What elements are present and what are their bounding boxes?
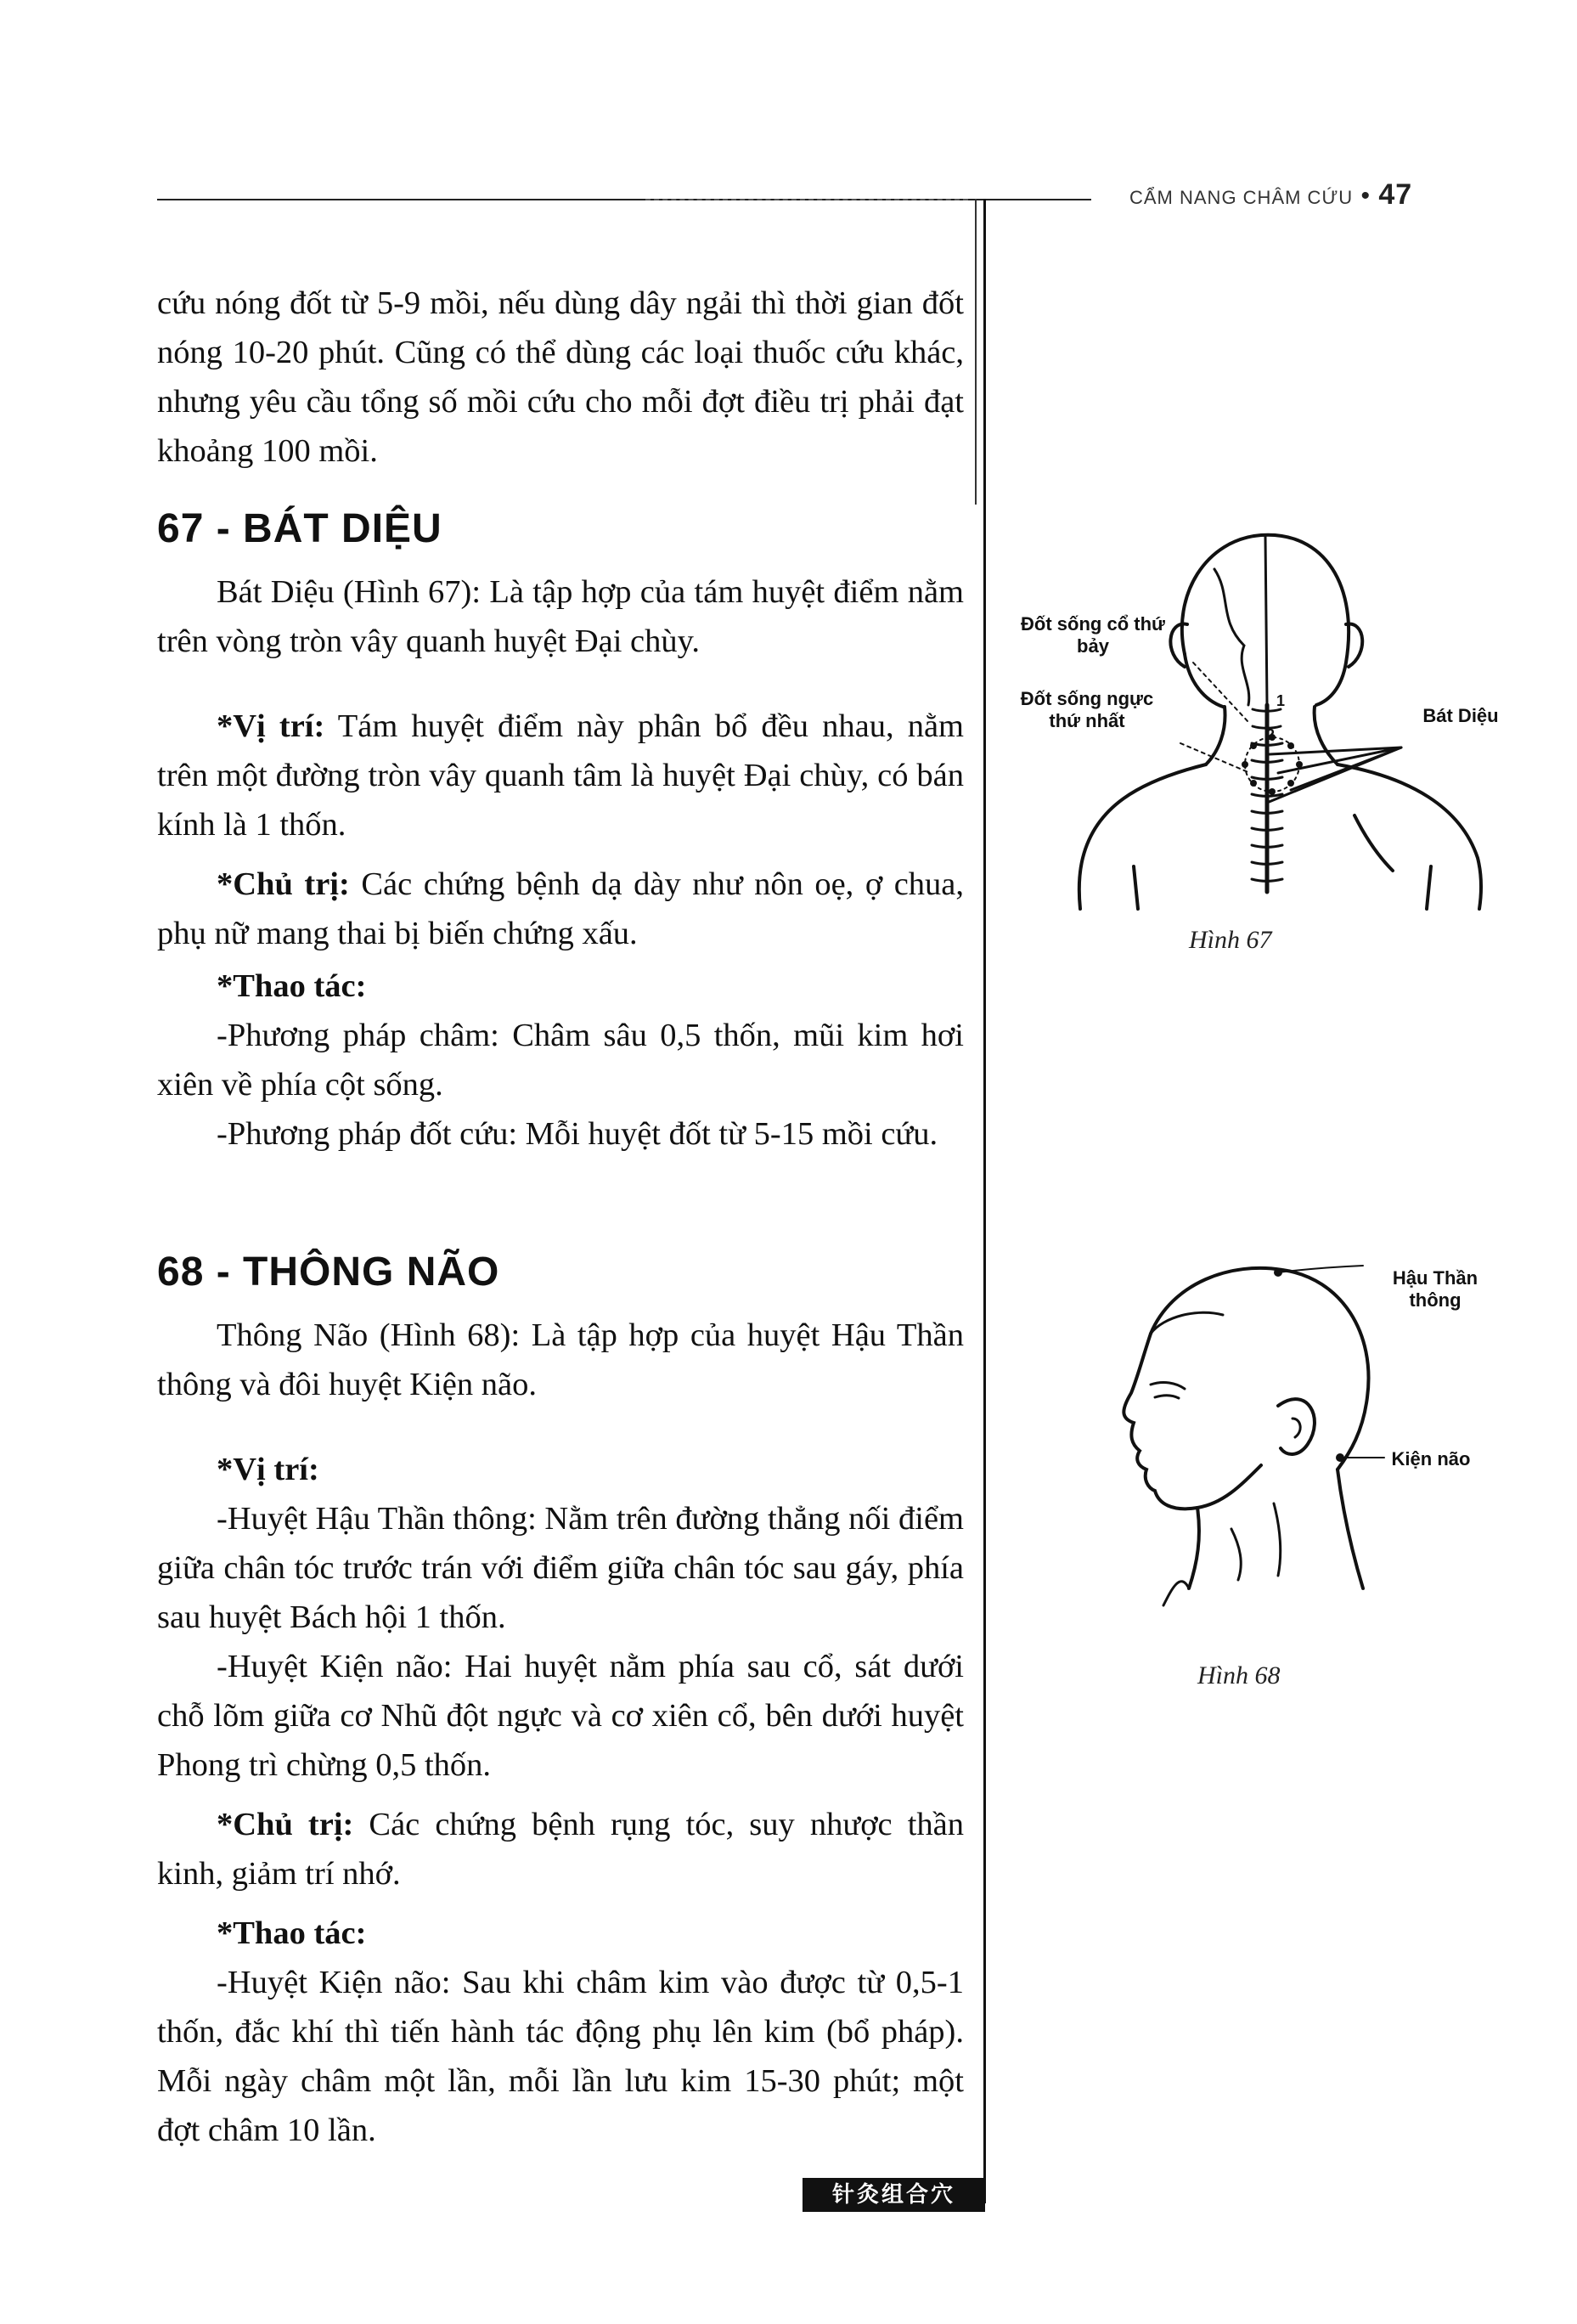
intro-paragraph: cứu nóng đốt từ 5-9 mồi, nếu dùng dây ngải thì thời gian đốt nóng 10-20 phút. Cũng có thể dùng các loại thuốc cứu khác, nhưng yêu cầu tổng số mồi cứu cho mỗi đợt điều trị phải đạt khoảng 100 mồi.: [157, 285, 964, 469]
page-number: 47: [1378, 178, 1413, 211]
running-head: [1129, 178, 1452, 212]
figure-67-mark-2: 2: [1265, 726, 1275, 743]
section-68-intro: Thông Não (Hình 68): Là tập hợp của huyệt Hậu Thần thông và đôi huyệt Kiện não.: [157, 1317, 964, 1402]
intro-block: [157, 279, 964, 476]
header-rule-dashed: [645, 199, 968, 200]
figure-67-label-cervical: Đốt sống cổ thứ bảy: [1021, 613, 1165, 657]
footer-stamp: 针灸组合穴: [803, 2178, 985, 2212]
section-68-hau-than-thong: -Huyệt Hậu Thần thông: Nằm trên đường thẳng nối điểm giữa chân tóc trước trán với điểm giữa chân tóc sau gáy, phía sau huyệt Bách hội 1 thốn.: [157, 1501, 964, 1635]
section-67-vitri: [157, 702, 964, 849]
chutri-text: Các chứng bệnh dạ dày như nôn oẹ, ợ chua, phụ nữ mang thai bị biến chứng xấu.: [157, 866, 964, 951]
column-divider: [983, 199, 986, 2203]
section-68-thaotac-label: *Thao tác:: [217, 1915, 367, 1951]
section-67-heading: 67 - BÁT DIỆU: [157, 506, 442, 551]
section-68-vitri-label: *Vị trí:: [217, 1452, 319, 1487]
figure-68-caption: Hình 68: [1197, 1661, 1281, 1689]
section-67-thaotac-label: *Thao tác:: [217, 968, 367, 1004]
section-68-chutri: *Chủ trị: Các chứng bệnh rụng tóc, suy nhược thần kinh, giảm trí nhớ.: [157, 1807, 964, 1892]
section-67-body: [157, 567, 964, 1159]
running-head-title: CẨM NANG CHÂM CỨU: [1129, 187, 1354, 208]
figure-67-label-bat-dieu: Bát Diệu: [1422, 705, 1499, 726]
figure-68-label-hau-than-thong: Hậu Thần thông: [1392, 1267, 1478, 1311]
chutri-label: *Chủ trị:: [217, 866, 350, 902]
section-67-intro: Bát Diệu (Hình 67): Là tập hợp của tám huyệt điểm nằm trên vòng tròn vây quanh huyệt Đại chùy.: [157, 574, 964, 659]
vitri-text: Tám huyệt điểm này phân bổ đều nhau, nằm trên một đường tròn vây quanh tâm là huyệt Đại chùy, có bán kính là 1 thốn.: [157, 708, 964, 843]
section-68-thaotac: -Huyệt Kiện não: Sau khi châm kim vào được từ 0,5-1 thốn, đắc khí thì tiến hành tác động phụ lên kim (bổ pháp). Mỗi ngày châm một lần, mỗi lần lưu kim 15-30 phút; một đợt châm 10 lần.: [157, 1965, 964, 2148]
figure-67-mark-1: 1: [1276, 692, 1285, 709]
section-67-chutri: [157, 860, 964, 958]
section-68-kien-nao: -Huyệt Kiện não: Hai huyệt nằm phía sau cổ, sát dưới chỗ lõm giữa cơ Nhũ đột ngực và cơ xiên cổ, bên dưới huyệt Phong trì chừng 0,5 thốn.: [157, 1649, 964, 1783]
figure-67-label-thoracic: Đốt sống ngực thứ nhất: [1020, 688, 1154, 731]
figure-68-label-kien-nao: Kiện não: [1391, 1448, 1471, 1469]
section-68-heading: 68 - THÔNG NÃO: [157, 1249, 500, 1295]
running-head-bullet: •: [1360, 182, 1371, 210]
column-divider-top: [975, 199, 977, 505]
figure-67-caption: Hình 67: [1189, 926, 1272, 954]
section-67-cuu: -Phương pháp đốt cứu: Mỗi huyệt đốt từ 5-15 mồi cứu.: [217, 1116, 938, 1152]
section-67-cham: -Phương pháp châm: Châm sâu 0,5 thốn, mũi kim hơi xiên về phía cột sống.: [157, 1018, 964, 1103]
vitri-label: *Vị trí:: [217, 708, 325, 744]
section-68-body: [157, 1311, 964, 2155]
